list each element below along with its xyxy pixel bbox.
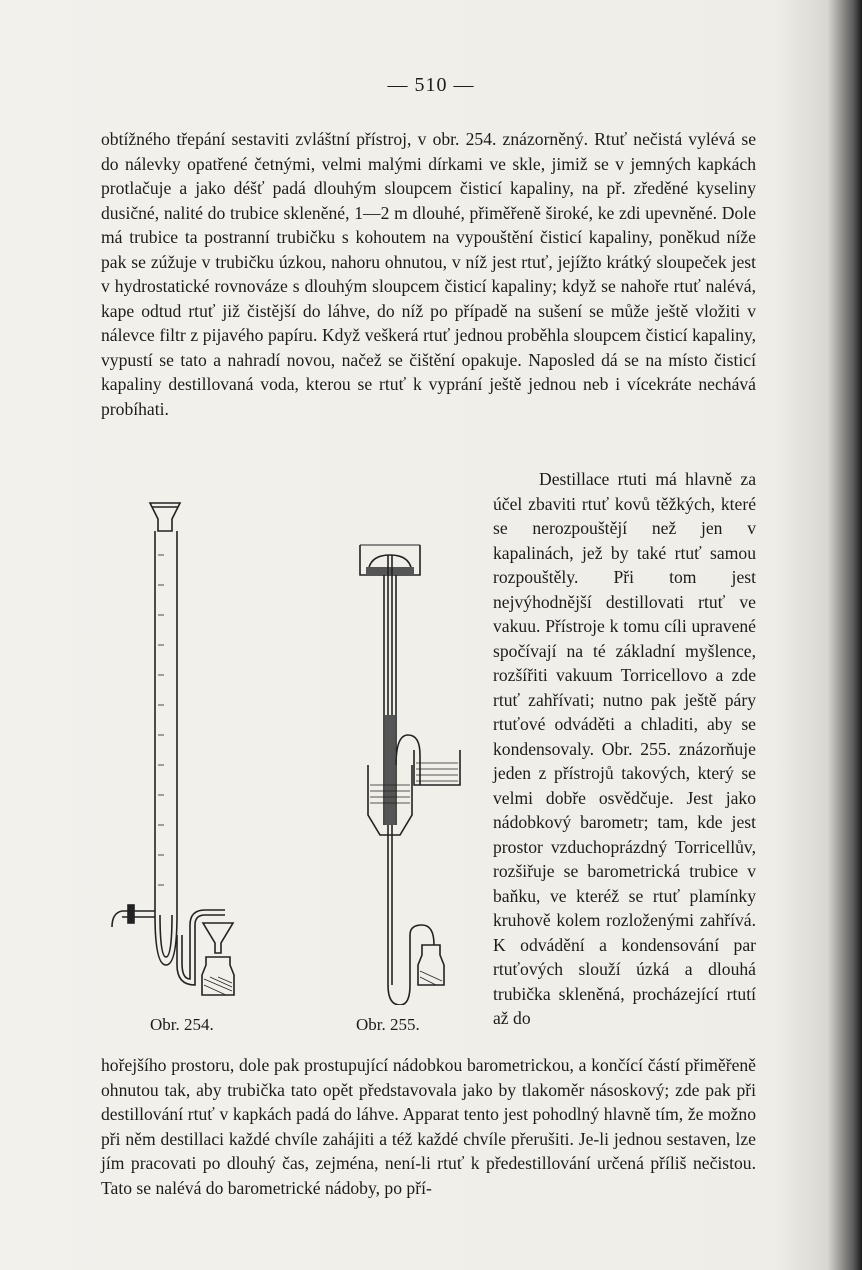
paragraph-mercury-cleaning: obtížného třepání sestaviti zvláštní přístroj, v obr. 254. znázorněný. Rtuť nečistá vylévá se do nálevky opatřené četnými, velmi malými dírkami ve skle, jimiž se v jemných kapkách protlačuje a jako déšť padá dlouhým sloupcem čisticí kapaliny, na př. zředěné kyseliny dusičné, nalité do trubice skleněné, 1—2 m dlouhé, přiměřeně široké, ke zdi upevněné. Dole má trubice ta postranní trubičku s kohoutem na vypouštění čisticí kapaliny, poněkud níže pak se zúžuje v trubičku úzkou, nahoru ohnutou, v níž jest rtuť, jejížto krátký sloupeček jest v hydrostatické rovnováze s dlouhým sloupcem čisticí kapaliny; když se nahoře rtuť nalévá, kape odtud rtuť již čistější do láhve, do níž po případě na sušení se může ještě vložiti v nálevce filtr z pijavého papíru. Když veškerá rtuť jednou proběhla sloupcem čisticí kapaliny, vypustí se tato a nahradí novou, načež se čištění opakuje. Naposled dá se na místo čisticí kapaliny destillovaná voda, kterou se rtuť k vyprání ještě jednou neb i vícekráte nechává probíhati. [101, 129, 756, 419]
apparatus-illustrations [100, 495, 480, 1005]
figure-254-caption: Obr. 254. [150, 1015, 214, 1034]
distillation-text: Destillace rtuti má hlavně za účel zbaviti rtuť kovů těžkých, které se nerozpouštějí než jen v kapalinách, jež by také rtuť samou rozpouštěly. Při tom jest nejvýhodnější destillovati rtuť ve vakuu. Přístroje k tomu cíli upravené spočívají na té základní myšlence, rozšířiti vakuum Torricellovo a zde rtuť zahřívati; nutno pak ještě páry rtuťové odváděti a chladiti, aby se kondensovaly. Obr. 255. znázorňuje jeden z přístrojů takových, který se velmi dobře osvědčuje. Jest jako nádobkový barometr; tam, kde jest prostor vzduchoprázdný Torricellův, rozšiřuje se barometrická trubice v baňku, ve kteréž se rtuť plamínky kruhově kolem rozloženými zahřívá. K odvádění a kondensování par rtuťových slouží úzká a dlouhá trubička skleněná, procházející rtutí až do [493, 469, 756, 1028]
page-number: — 510 — [387, 74, 475, 96]
paragraph-apparatus-description: hořejšího prostoru, dole pak prostupující nádobkou barometrickou, a končící částí přiměřeně ohnutou tak, aby trubička tato opět představovala jako by tlakoměr násoskový; zde pak při destillování rtuť v kapkách padá do láhve. Apparat tento jest pohodlný hlavně tím, že možno při něm destillaci každé chvíle zahájiti a též každé chvíle přerušiti. Je-li jednou sestaven, lze jím pracovati po dlouhý čas, zejména, není-li rtuť k předestillování určená příliš nečistou. Tato se nalévá do barometrické nádoby, po pří- [101, 1055, 756, 1198]
paragraph-distillation-column [493, 467, 756, 1031]
figure-area [100, 495, 480, 1040]
figure-254-washing-column [112, 503, 234, 995]
figure-255-distillation-apparatus [360, 545, 460, 1005]
figure-255-caption: Obr. 255. [356, 1015, 420, 1034]
